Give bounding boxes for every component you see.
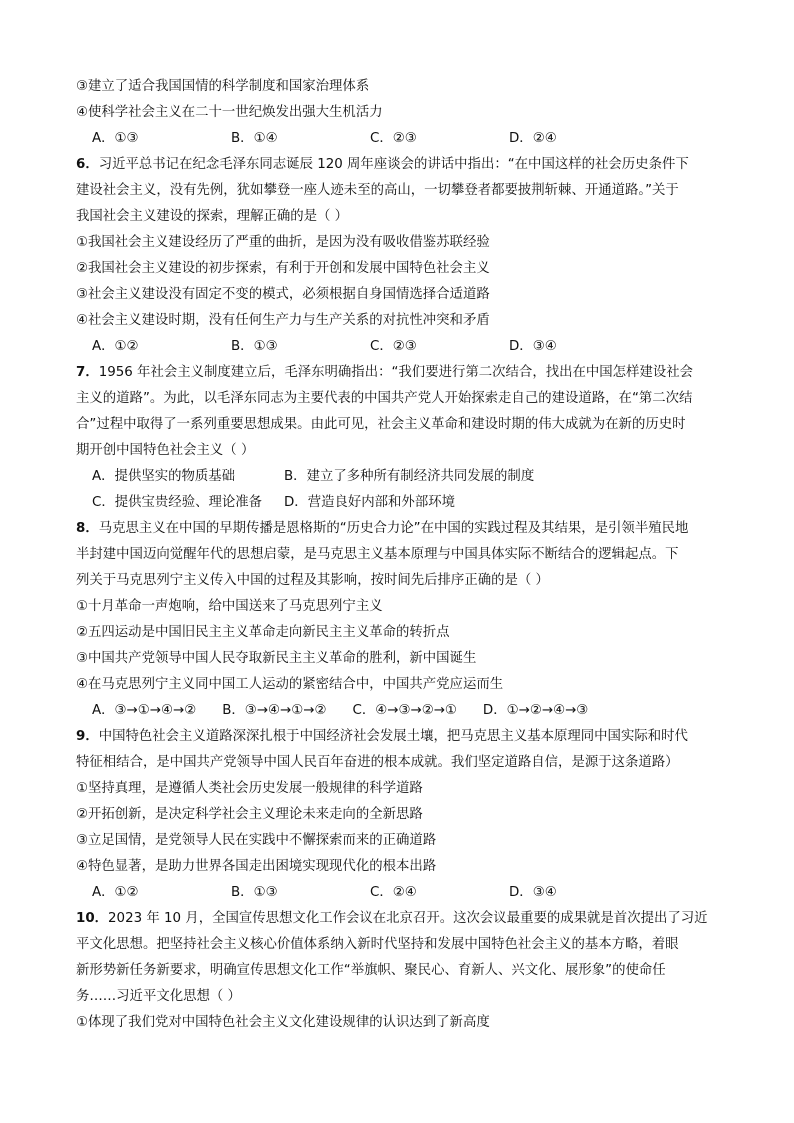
question-7-stem-line: 合”过程中取得了一系列重要思想成果。由此可见，社会主义革命和建设时期的伟大成就为在新的历史时 <box>76 417 686 432</box>
question-9-stem-line: 9．中国特色社会主义道路深深扎根于中国经济社会发展土壤，把马克思主义基本原理同中国实际和时代 <box>76 729 688 744</box>
answer-options <box>76 490 726 516</box>
option-a: A．提供坚实的物质基础 <box>92 469 236 484</box>
statement: ③中国共产党领导中国人民夺取新民主主义革命的胜利，新中国诞生 <box>76 651 477 666</box>
question-10-stem-line: 新形势新任务新要求，明确宣传思想文化工作“举旗帜、聚民心、育新人、兴文化、展形象”的使命任 <box>76 963 666 978</box>
statement: ②五四运动是中国旧民主主义革命走向新民主主义革命的转折点 <box>76 625 450 640</box>
option-d: D．③④ <box>509 885 557 900</box>
question-7-stem-line: 期开创中国特色社会主义（ ） <box>76 443 255 458</box>
option-c: C．④→③→②→① <box>352 703 457 718</box>
statement: ④社会主义建设时期，没有任何生产力与生产关系的对抗性冲突和矛盾 <box>76 313 490 328</box>
answer-options <box>76 880 726 906</box>
statement: ①十月革命一声炮响，给中国送来了马克思列宁主义 <box>76 599 383 614</box>
question-number: 6． <box>76 157 99 172</box>
statement: ③立足国情，是党领导人民在实践中不懈探索而来的正确道路 <box>76 833 437 848</box>
option-b: B．建立了多种所有制经济共同发展的制度 <box>284 469 535 484</box>
statement: ③社会主义建设没有固定不变的模式，必须根据自身国情选择合适道路 <box>76 287 490 302</box>
question-10-stem-line: 10．2023 年 10 月，全国宣传思想文化工作会议在北京召开。这次会议最重要的成果就是首次提出了习近 <box>76 911 708 926</box>
answer-options <box>76 126 726 152</box>
question-10-stem-line: 平文化思想。把坚持社会主义核心价值体系纳入新时代坚持和发展中国特色社会主义的基本方略，着眼 <box>76 937 679 952</box>
statement: ①坚持真理，是遵循人类社会历史发展一般规律的科学道路 <box>76 781 423 796</box>
question-number: 9． <box>76 729 99 744</box>
question-9-stem-line: 特征相结合，是中国共产党领导中国人民百年奋进的根本成就。我们坚定道路自信，是源于这条道路） <box>76 755 679 770</box>
option-d: D．营造良好内部和外部环境 <box>284 495 455 510</box>
question-8-stem-line: 列关于马克思列宁主义传入中国的过程及其影响，按时间先后排序正确的是（ ） <box>76 573 549 588</box>
option-a: A．③→①→④→② <box>92 703 197 718</box>
option-b: B．①③ <box>231 339 278 354</box>
option-a: A．①② <box>92 885 139 900</box>
question-7-stem-line: 主义的道路”。为此，以毛泽东同志为主要代表的中国共产党人开始探索走自己的建设道路，在“第二次结 <box>76 391 693 406</box>
option-a: A．①③ <box>92 131 139 146</box>
statement: ④使科学社会主义在二十一世纪焕发出强大生机活力 <box>76 105 383 120</box>
answer-options <box>76 698 726 724</box>
option-b: B．①④ <box>231 131 278 146</box>
exam-page <box>76 74 726 1036</box>
option-d: D．②④ <box>509 131 557 146</box>
option-b: B．①③ <box>231 885 278 900</box>
question-6-stem-line: 6．习近平总书记在纪念毛泽东同志诞辰 120 周年座谈会的讲话中指出：“在中国这样的社会历史条件下 <box>76 157 689 172</box>
statement: ③建立了适合我国国情的科学制度和国家治理体系 <box>76 79 370 94</box>
question-number: 7． <box>76 365 99 380</box>
answer-options <box>76 464 726 490</box>
statement: ①体现了我们党对中国特色社会主义文化建设规律的认识达到了新高度 <box>76 1015 490 1030</box>
option-d: D．①→②→④→③ <box>482 703 589 718</box>
question-6-stem-line: 我国社会主义建设的探索，理解正确的是（ ） <box>76 209 349 224</box>
statement: ②我国社会主义建设的初步探索，有利于开创和发展中国特色社会主义 <box>76 261 490 276</box>
statement: ②开拓创新，是决定科学社会主义理论未来走向的全新思路 <box>76 807 423 822</box>
question-number: 8． <box>76 521 99 536</box>
answer-options <box>76 334 726 360</box>
question-8-stem-line: 8．马克思主义在中国的早期传播是恩格斯的“历史合力论”在中国的实践过程及其结果，是引领半殖民地 <box>76 521 689 536</box>
option-c: C．②③ <box>370 131 417 146</box>
question-8-stem-line: 半封建中国迈向觉醒年代的思想启蒙，是马克思主义基本原理与中国具体实际不断结合的逻辑起点。下 <box>76 547 679 562</box>
statement: ④特色显著，是助力世界各国走出困境实现现代化的根本出路 <box>76 859 437 874</box>
option-c: C．②④ <box>370 885 417 900</box>
question-6-stem-line: 建设社会主义，没有先例，犹如攀登一座人迹未至的高山，一切攀登者都要披荆斩棘、开通道路。”关于 <box>76 183 679 198</box>
question-10-stem-line: 务……习近平文化思想（ ） <box>76 989 241 1004</box>
statement: ④在马克思列宁主义同中国工人运动的紧密结合中，中国共产党应运而生 <box>76 677 504 692</box>
question-number: 10． <box>76 911 109 926</box>
option-c: C．提供宝贵经验、理论准备 <box>92 495 263 510</box>
option-d: D．③④ <box>509 339 557 354</box>
option-c: C．②③ <box>370 339 417 354</box>
statement: ①我国社会主义建设经历了严重的曲折，是因为没有吸收借鉴苏联经验 <box>76 235 490 250</box>
question-7-stem-line: 7．1956 年社会主义制度建立后，毛泽东明确指出：“我们要进行第二次结合，找出在中国怎样建设社会 <box>76 365 694 380</box>
option-a: A．①② <box>92 339 139 354</box>
option-b: B．③→④→①→② <box>222 703 327 718</box>
